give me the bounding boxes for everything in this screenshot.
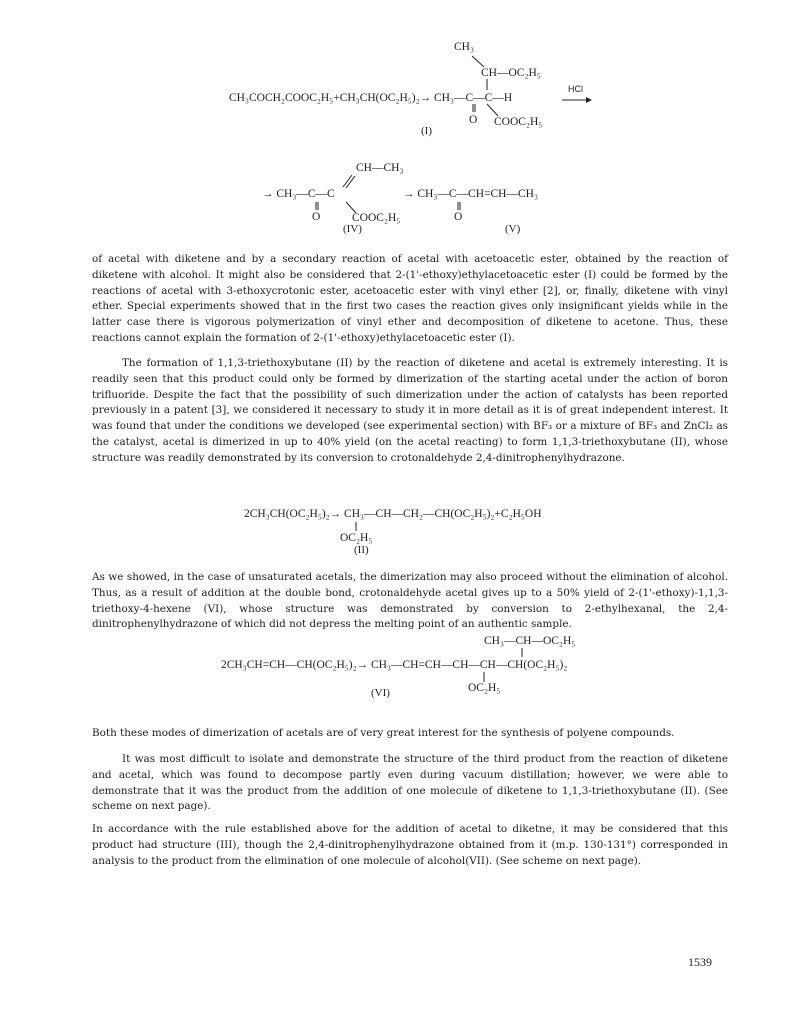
- oc2h5-substituent-2: OC₂H₅: [468, 682, 501, 694]
- carbonyl-o-left: O: [312, 211, 321, 223]
- paragraph-1: of acetal with diketene and by a secondary reaction of acetal with acetoacetic ester, obtained by the reaction of diketene with alcohol. It might also be considered that 2-(1'-ethoxy)ethylacetoacetic ester (I) could be formed by the reactions of acetal with 3-ethoxycrotonic ester, acetoacetic ester with vinyl ether [2], or, finally, diketene with vinyl ether. Special experiments showed that in the first two cases the reaction gives only insignificant yields while in the latter case there is vigorous polymerization of vinyl ether and decomposition of diketene to acetone. Thus, these reactions cannot explain the formation of 2-(1'-ethoxy)ethylacetoacetic ester (I).: [92, 253, 728, 344]
- page-number: 1539: [688, 955, 712, 969]
- oc2h5-substituent: OC₂H₅: [340, 532, 373, 544]
- ch-ch3: CH—CH₃: [356, 162, 404, 174]
- ch-oc2h5: CH—OC₂H₅: [481, 67, 541, 79]
- paragraph-5: It was most difficult to isolate and demonstrate the structure of the third product from the reaction of diketene and acetal, which was found to decompose partly even during vacuum distillation; however, we were able to demonstrate that it was the product from the addition of one molecule of diketene to 1,1,3-triethoxybutane (II). (See scheme on next page).: [92, 753, 728, 813]
- carbonyl-o-right: O: [454, 211, 463, 223]
- compound-label-iv: (IV): [343, 223, 362, 235]
- scheme-2: [0, 145, 807, 250]
- scheme-3: [0, 505, 807, 565]
- scheme-4: [0, 630, 807, 705]
- cooc2h5-group: COOC₂H₅: [494, 116, 543, 128]
- scheme-1: [0, 0, 807, 145]
- compound-label-i: (I): [421, 125, 432, 137]
- compound-label-vi: (VI): [371, 687, 390, 699]
- carbonyl-o: O: [469, 114, 478, 126]
- left-formula: → CH₃—C—C: [262, 188, 335, 200]
- paragraph-6: In accordance with the rule established above for the addition of acetal to diketne, it may be considered that this product had structure (III), though the 2,4-dinitrophenylhydrazone obtained from it (m.p. 130-131°) corresponded in analysis to the product from the elimination of one molecule of alcohol(VII). (See scheme on next page).: [92, 823, 728, 867]
- paragraph-3: As we showed, in the case of unsaturated acetals, the dimerization may also proceed without the elimination of alcohol. Thus, as a result of addition at the double bond, crotonaldehyde acetal gives up to a 50% yield of 2-(1'-ethoxy)-1,1,3-triethoxy-4-hexene (VI), whose structure was demonstrated by conversion to 2-ethylhexanal, the 2,4-dinitrophenylhydrazone of which did not depress the melting point of an authentic sample.: [92, 571, 728, 631]
- bond-lines: [0, 0, 807, 145]
- right-formula: → CH₃—C—CH=CH—CH₃: [403, 188, 538, 200]
- dimerization-equation: 2CH₃CH(OC₂H₅)₂→ CH₃—CH—CH₂—CH(OC₂H₅)₂+C₂H₅OH: [244, 508, 542, 520]
- reagent-hcl: HCl: [568, 84, 583, 94]
- ch3-top: CH₃: [454, 41, 474, 53]
- unsaturated-dimerization-equation: 2CH₃CH=CH—CH(OC₂H₅)₂→ CH₃—CH=CH—CH—CH—CH(OC₂H₅)₂: [221, 659, 568, 671]
- reactants-equation: CH₃COCH₂COOC₂H₅+CH₃CH(OC₂H₅)₂→ CH₃—C—C—H: [229, 92, 513, 104]
- top-substituent: CH₃—CH—OC₂H₅: [484, 635, 576, 647]
- compound-label-v: (V): [505, 223, 521, 235]
- cooc2h5-group-2: COOC₂H₅: [352, 212, 401, 224]
- paragraph-2: The formation of 1,1,3-triethoxybutane (II) by the reaction of diketene and acetal is extremely interesting. It is readily seen that this product could only be formed by dimerization of the starting acetal under the action of boron trifluoride. Despite the fact that the possibility of such dimerization under the action of catalysts has been reported previously in a patent [3], we considered it necessary to study it in more detail as it is of great independent interest. It was found that under the conditions we developed (see experimental section) with BF₃ or a mixture of BF₃ and ZnCl₂ as the catalyst, acetal is dimerized in up to 40% yield (on the acetal reacting) to form 1,1,3-triethoxybutane (II), whose structure was readily demonstrated by its conversion to crotonaldehyde 2,4-dinitrophenylhydrazone.: [92, 357, 728, 464]
- paragraph-4: Both these modes of dimerization of acetals are of very great interest for the synthesis of polyene compounds.: [92, 727, 675, 739]
- bond-line-3: [0, 505, 807, 565]
- compound-label-ii: (II): [354, 544, 369, 556]
